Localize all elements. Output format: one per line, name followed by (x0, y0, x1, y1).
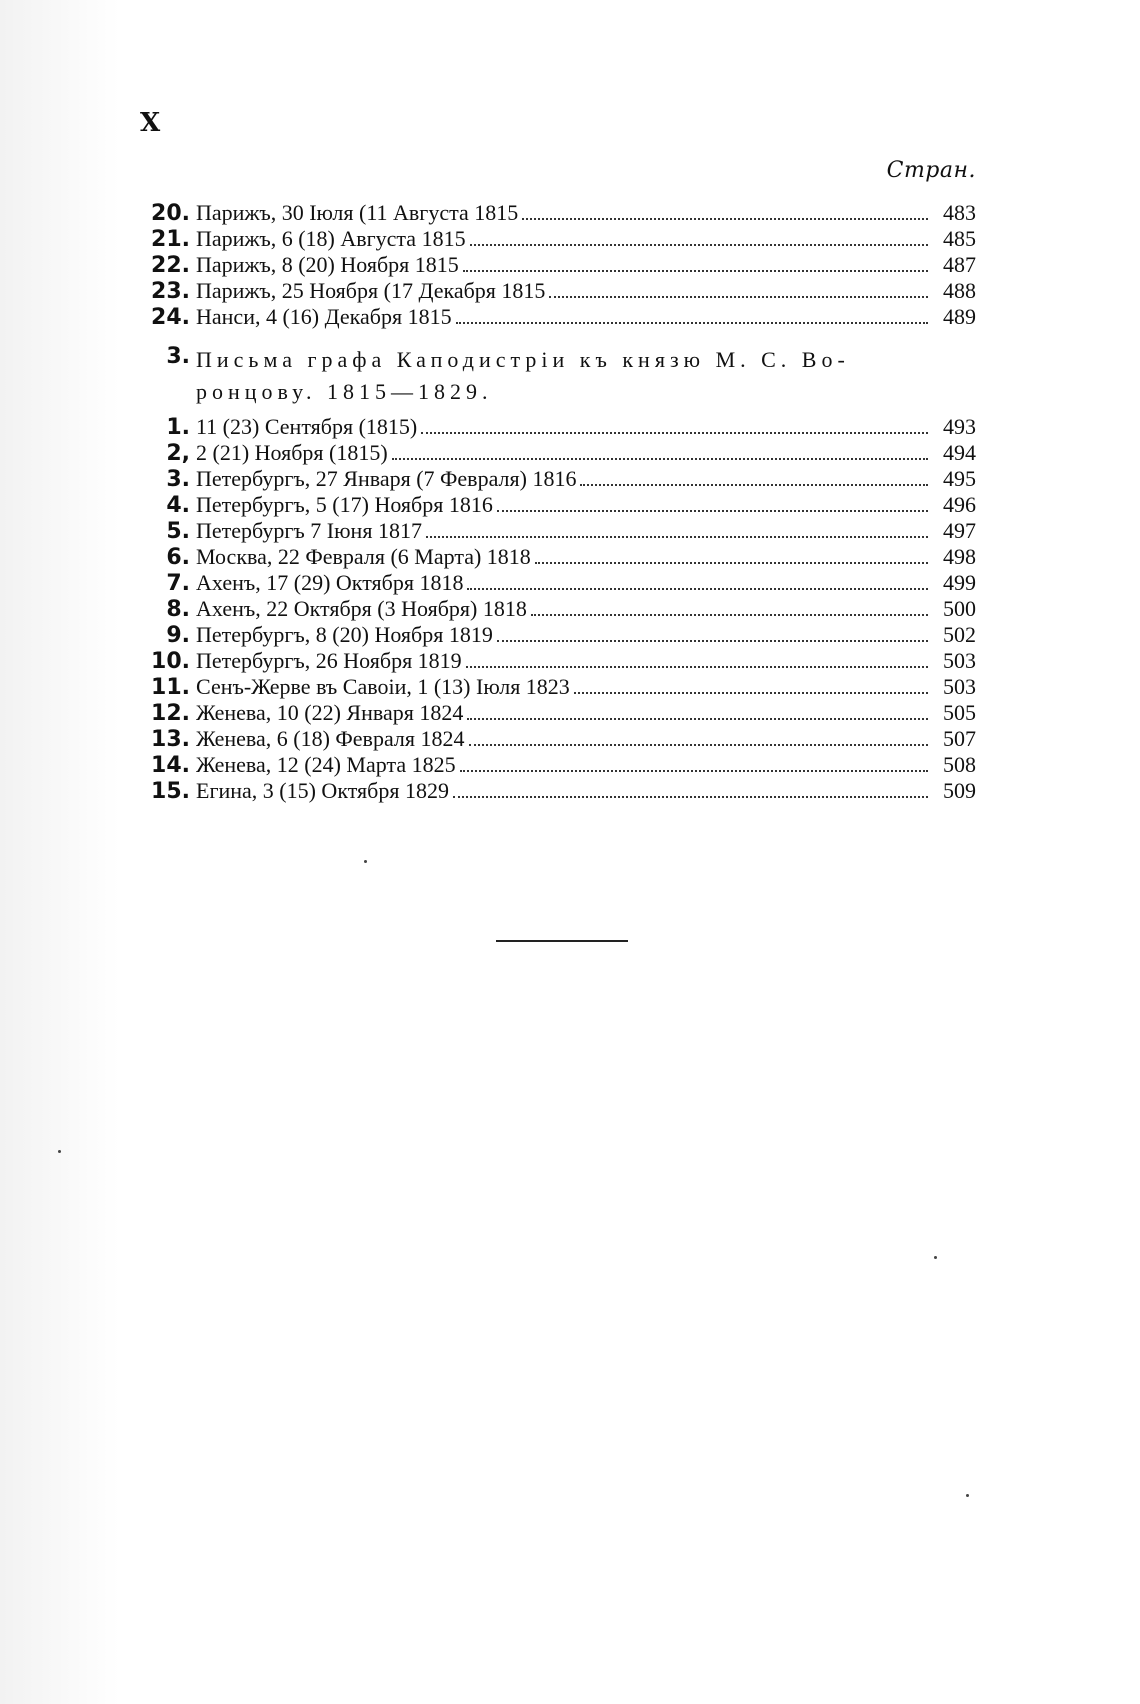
entry-number: 7. (166, 571, 190, 596)
entry-title: Ахенъ, 17 (29) Октября 1818 (196, 570, 464, 595)
entry-title: Петербургъ, 27 Января (7 Февраля) 1816 (196, 466, 577, 491)
scan-speck (364, 860, 367, 863)
entry-page: 495 (943, 466, 976, 491)
page-number: X (140, 108, 161, 138)
entry-number: 11. (151, 675, 190, 700)
entry-number: 5. (166, 519, 190, 544)
entry-number: 22. (151, 253, 190, 278)
scan-speck (934, 1256, 937, 1259)
entry-title: 2 (21) Ноября (1815) (196, 440, 388, 465)
entry-title: Москва, 22 Февраля (6 Марта) 1818 (196, 544, 531, 569)
entry-page: 498 (943, 544, 976, 569)
toc-row (140, 518, 976, 544)
entry-page: 508 (943, 752, 976, 777)
leader-dots (392, 456, 928, 460)
entry-page: 503 (943, 648, 976, 673)
toc-row (140, 304, 976, 330)
entry-page: 488 (943, 278, 976, 303)
leader-dots (426, 534, 928, 538)
toc-row (140, 596, 976, 622)
entry-page: 502 (943, 622, 976, 647)
toc-row (140, 648, 976, 674)
entry-number: 10. (151, 649, 190, 674)
page-column-header: Стран. (886, 158, 976, 183)
scan-speck (58, 1150, 61, 1153)
toc-row (140, 622, 976, 648)
entry-page: 500 (943, 596, 976, 621)
entry-number: 12. (151, 701, 190, 726)
entry-title: Ахенъ, 22 Октября (3 Ноября) 1818 (196, 596, 527, 621)
entry-page: 496 (943, 492, 976, 517)
scan-speck (966, 1494, 969, 1497)
entry-title: Женева, 12 (24) Марта 1825 (196, 752, 456, 777)
toc-row (140, 440, 976, 466)
toc-row (140, 700, 976, 726)
entry-number: 6. (166, 545, 190, 570)
leader-dots (466, 664, 928, 668)
entry-title: Парижъ, 30 Іюля (11 Августа 1815 (196, 200, 519, 225)
toc-row (140, 252, 976, 278)
toc-row (140, 726, 976, 752)
leader-dots (469, 742, 928, 746)
entry-page: 505 (943, 700, 976, 725)
leader-dots (467, 586, 928, 590)
entry-number: 3. (166, 467, 190, 492)
leader-dots (522, 216, 928, 220)
toc-row (140, 752, 976, 778)
section-heading (140, 344, 940, 408)
entry-number: 20. (151, 201, 190, 226)
entry-title: Петербургъ, 8 (20) Ноября 1819 (196, 622, 493, 647)
end-rule-divider (496, 940, 628, 942)
toc-list-kapodistria-letters (140, 414, 976, 804)
leader-dots (470, 242, 928, 246)
entry-page: 485 (943, 226, 976, 251)
entry-title: Женева, 10 (22) Января 1824 (196, 700, 464, 725)
page-edge-shadow (0, 0, 120, 1704)
entry-page: 483 (943, 200, 976, 225)
toc-row (140, 226, 976, 252)
entry-page: 509 (943, 778, 976, 803)
toc-row (140, 278, 976, 304)
entry-number: 21. (151, 227, 190, 252)
entry-number: 13. (151, 727, 190, 752)
entry-title: Петербургъ, 26 Ноября 1819 (196, 648, 462, 673)
entry-page: 507 (943, 726, 976, 751)
leader-dots (531, 612, 928, 616)
entry-page: 497 (943, 518, 976, 543)
entry-page: 487 (943, 252, 976, 277)
entry-number: 1. (166, 415, 190, 440)
entry-title: Женева, 6 (18) Февраля 1824 (196, 726, 465, 751)
entry-title: Сенъ-Жерве въ Савоіи, 1 (13) Іюля 1823 (196, 674, 570, 699)
entry-page: 493 (943, 414, 976, 439)
toc-row (140, 674, 976, 700)
entry-number: 23. (151, 279, 190, 304)
entry-number: 8. (166, 597, 190, 622)
entry-number: 15. (151, 779, 190, 804)
entry-title: Парижъ, 6 (18) Августа 1815 (196, 226, 466, 251)
section-title-line-2: ронцову. 1815—1829. (196, 379, 493, 404)
leader-dots (421, 430, 928, 434)
entry-title: Петербургъ 7 Іюня 1817 (196, 518, 422, 543)
entry-title: Нанси, 4 (16) Декабря 1815 (196, 304, 452, 329)
leader-dots (535, 560, 928, 564)
leader-dots (497, 508, 928, 512)
toc-row (140, 466, 976, 492)
entry-page: 489 (943, 304, 976, 329)
toc-row (140, 570, 976, 596)
leader-dots (460, 768, 928, 772)
toc-row (140, 492, 976, 518)
section-title (196, 344, 926, 408)
toc-row (140, 200, 976, 226)
entry-number: 14. (151, 753, 190, 778)
toc-row (140, 414, 976, 440)
entry-title: Парижъ, 25 Ноября (17 Декабря 1815 (196, 278, 546, 303)
leader-dots (580, 482, 928, 486)
entry-title: Петербургъ, 5 (17) Ноября 1816 (196, 492, 493, 517)
entry-number: 4. (166, 493, 190, 518)
section-number: 3. (166, 344, 190, 369)
entry-page: 499 (943, 570, 976, 595)
toc-list-previous-section (140, 200, 976, 330)
entry-number: 24. (151, 305, 190, 330)
entry-page: 503 (943, 674, 976, 699)
entry-title: Парижъ, 8 (20) Ноября 1815 (196, 252, 459, 277)
entry-title: 11 (23) Сентября (1815) (196, 414, 418, 439)
entry-number: 9. (166, 623, 190, 648)
toc-row (140, 778, 976, 804)
entry-page: 494 (943, 440, 976, 465)
leader-dots (456, 320, 928, 324)
leader-dots (497, 638, 928, 642)
leader-dots (453, 794, 928, 798)
leader-dots (463, 268, 928, 272)
toc-row (140, 544, 976, 570)
leader-dots (467, 716, 928, 720)
leader-dots (549, 294, 928, 298)
entry-number: 2, (166, 441, 190, 466)
section-title-line-1: Письма графа Каподистріи къ князю М. С. Во- (196, 347, 850, 372)
leader-dots (574, 690, 928, 694)
entry-title: Егина, 3 (15) Октября 1829 (196, 778, 449, 803)
